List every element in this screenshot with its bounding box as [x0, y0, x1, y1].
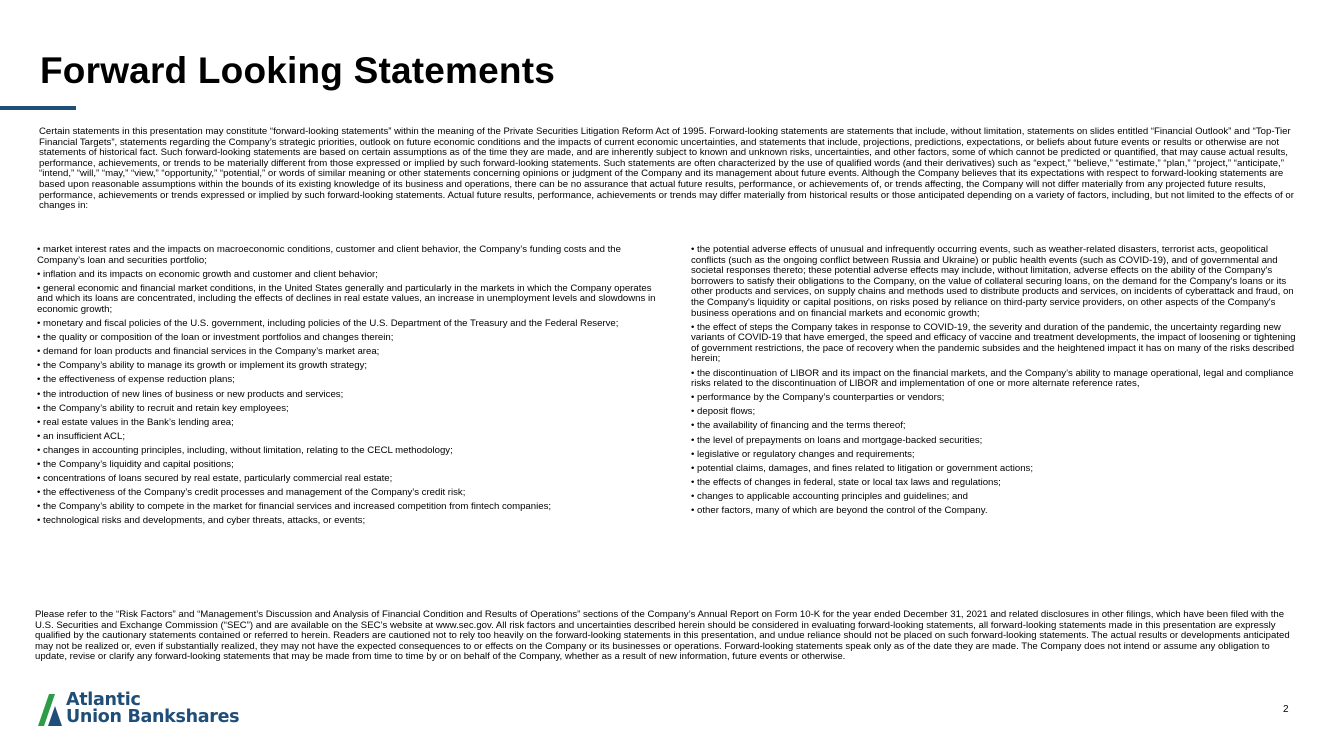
page-title: Forward Looking Statements	[40, 50, 556, 91]
logo-line-2: Union Bankshares	[66, 707, 240, 727]
title-accent-rule	[0, 106, 76, 110]
bullet-item: • legislative or regulatory changes and requirements;	[691, 448, 915, 460]
risk-factors-left-list	[37, 245, 662, 530]
bullet-item: • performance by the Company’s counterparties or vendors;	[691, 392, 945, 404]
bullet-item: • concentrations of loans secured by real estate, particularly commercial real estate;	[37, 473, 393, 485]
bullet-item: • the Company’s ability to manage its growth or implement its growth strategy;	[37, 360, 368, 372]
bullet-item: • the effectiveness of the Company’s credit processes and management of the Company’s credit risk;	[37, 487, 466, 499]
bullet-item: • the effectiveness of expense reduction plans;	[37, 374, 235, 386]
bullet-item: • other factors, many of which are beyond the control of the Company.	[691, 504, 988, 516]
bullet-item: • the quality or composition of the loan or investment portfolios and changes therein;	[37, 332, 394, 344]
bullet-item: • changes in accounting principles, including, without limitation, relating to the CECL methodology;	[37, 444, 453, 456]
bullet-item: • the effect of steps the Company takes in response to COVID-19, the severity and duration of the pandemic, the uncertainty regarding new variants of COVID-19 that have emerged, the speed and efficacy of vaccine and treatment developments, the impact of loosening or tightening of government restrictions, the pace of recovery when the pandemic subsides and the heightened impact it has on many of the risks described herein;	[691, 321, 1296, 365]
bullet-item: • the Company’s ability to compete in the market for financial services and increased competition from fintech companies;	[37, 501, 552, 513]
logo-line-1: Atlantic	[66, 690, 141, 710]
logo-wordmark	[66, 692, 239, 726]
bullet-item: • market interest rates and the impacts on macroeconomic conditions, customer and client behavior, the Company’s funding costs and the Company’s loan and securities portfolio;	[37, 244, 621, 266]
bullet-item: • the introduction of new lines of business or new products and services;	[37, 388, 344, 400]
bullet-item: • real estate values in the Bank’s lending area;	[37, 416, 234, 428]
bullet-item: • an insufficient ACL;	[37, 430, 125, 442]
bullet-item: • the potential adverse effects of unusual and infrequently occurring events, such as weather-related disasters, terrorist acts, geopolitical conflicts (such as the ongoing conflict between Russia and Ukraine) or public health events (such as COVID-19), and of governmental and societal responses thereto; these potential adverse effects may include, without limitation, adverse effects on the ability of the Company's borrowers to satisfy their obligations to the Company, on the value of collateral securing loans, on the demand for the Company's loans or its other products and services, on supply chains and methods used to distribute products and services, on incidents of cyberattack and fraud, on the Company's liquidity or capital positions, on risks posed by reliance on third-party service providers, on other aspects of the Company's business operations and on financial markets and economic growth;	[691, 244, 1294, 319]
atlantic-union-a-logo-icon	[38, 694, 64, 726]
risk-factors-right-list	[691, 245, 1305, 520]
bullet-item: • the Company’s ability to recruit and retain key employees;	[37, 402, 289, 414]
bullet-item: • the discontinuation of LIBOR and its impact on the financial markets, and the Company’s ability to manage operational, legal and compliance risks related to the discontinuation of LIBOR and implementation of one or more alternate reference rates,	[691, 367, 1294, 390]
bullet-item: • potential claims, damages, and fines related to litigation or government actions;	[691, 462, 1033, 474]
bullet-item: • changes to applicable accounting principles and guidelines; and	[691, 490, 968, 502]
company-logo	[38, 692, 268, 730]
bullet-item: • the effects of changes in federal, state or local tax laws and regulations;	[691, 476, 1001, 488]
bullet-item: • monetary and fiscal policies of the U.S. government, including policies of the U.S. Department of the Treasury and the Federal Reserve;	[37, 318, 619, 330]
bullet-item: • demand for loan products and financial services in the Company’s market area;	[37, 346, 380, 358]
intro-paragraph: Certain statements in this presentation may constitute “forward-looking statements” within the meaning of the Private Securities Litigation Reform Act of 1995. Forward-looking statements are statements that include, without limitation, statements on slides entitled “Financial Outlook” and “Top-Tier Financial Targets”, statements regarding the Company’s strategic priorities, outlook on future economic conditions and the impacts of current economic uncertainties, and statements that include, projections, predictions, expectations, or beliefs about future events or results or otherwise are not statements of historical fact. Such forward-looking statements are based on certain assumptions as of the time they are made, and are inherently subject to known and unknown risks, uncertainties, and other factors, some of which cannot be predicted or quantified, that may cause actual results, performance, achievements, or trends to be materially different from those expressed or implied by such forward-looking statements. Such statements are often characterized by the use of qualified words (and their derivatives) such as “expect,” “believe,” “estimate,” “plan,” “project,” “anticipate,” “intend,” “will,” “may,” “view,” “opportunity,” “potential,” or words of similar meaning or other statements concerning opinions or judgment of the Company and its management about future events. Although the Company believes that its expectations with respect to forward-looking statements are based upon reasonable assumptions within the bounds of its existing knowledge of its business and operations, there can be no assurance that actual future results, performance, or achievements of, or trends affecting, the Company will not differ materially from any projected future results, performance, achievements or trends expressed or implied by such forward-looking statements. Actual future results, performance, achievements or trends may differ materially from historical results or those anticipated depending on a variety of factors, including, but not limited to the effects of or changes in:	[39, 126, 1294, 212]
bullet-item: • general economic and financial market conditions, in the United States generally and particularly in the markets in which the Company operates and which its loans are concentrated, including the effects of declines in real estate values, an increase in unemployment levels and slowdowns in economic growth;	[37, 282, 656, 315]
closing-paragraph: Please refer to the “Risk Factors” and “Management’s Discussion and Analysis of Financial Condition and Results of Operations” sections of the Company’s Annual Report on Form 10-K for the year ended December 31, 2021 and related disclosures in other filings, which have been filed with the U.S. Securities and Exchange Commission (“SEC”) and are available on the SEC’s website at www.sec.gov. All risk factors and uncertainties described herein should be considered in evaluating forward-looking statements, all forward-looking statements made in this presentation are expressly qualified by the cautionary statements contained or referred to herein. Readers are cautioned not to rely too heavily on the forward-looking statements in this presentation, and undue reliance should not be placed on such forward-looking statements. The actual results or developments anticipated may not be realized or, even if substantially realized, they may not have the expected consequences to or effects on the Company or its businesses or operations. Forward-looking statements speak only as of the date they are made. The Company does not intend or assume any obligation to update, revise or clarify any forward-looking statements that may be made from time to time by or on behalf of the Company, whether as a result of new information, future events or otherwise.	[35, 609, 1290, 663]
bullet-item: • inflation and its impacts on economic growth and customer and client behavior;	[37, 268, 378, 280]
bullet-item: • the availability of financing and the terms thereof;	[691, 420, 906, 432]
bullet-item: • the level of prepayments on loans and mortgage-backed securities;	[691, 434, 983, 446]
bullet-item: • deposit flows;	[691, 406, 756, 418]
bullet-item: • the Company’s liquidity and capital positions;	[37, 459, 234, 470]
bullet-item: • technological risks and developments, and cyber threats, attacks, or events;	[37, 515, 366, 527]
page-number: 2	[1283, 704, 1289, 715]
